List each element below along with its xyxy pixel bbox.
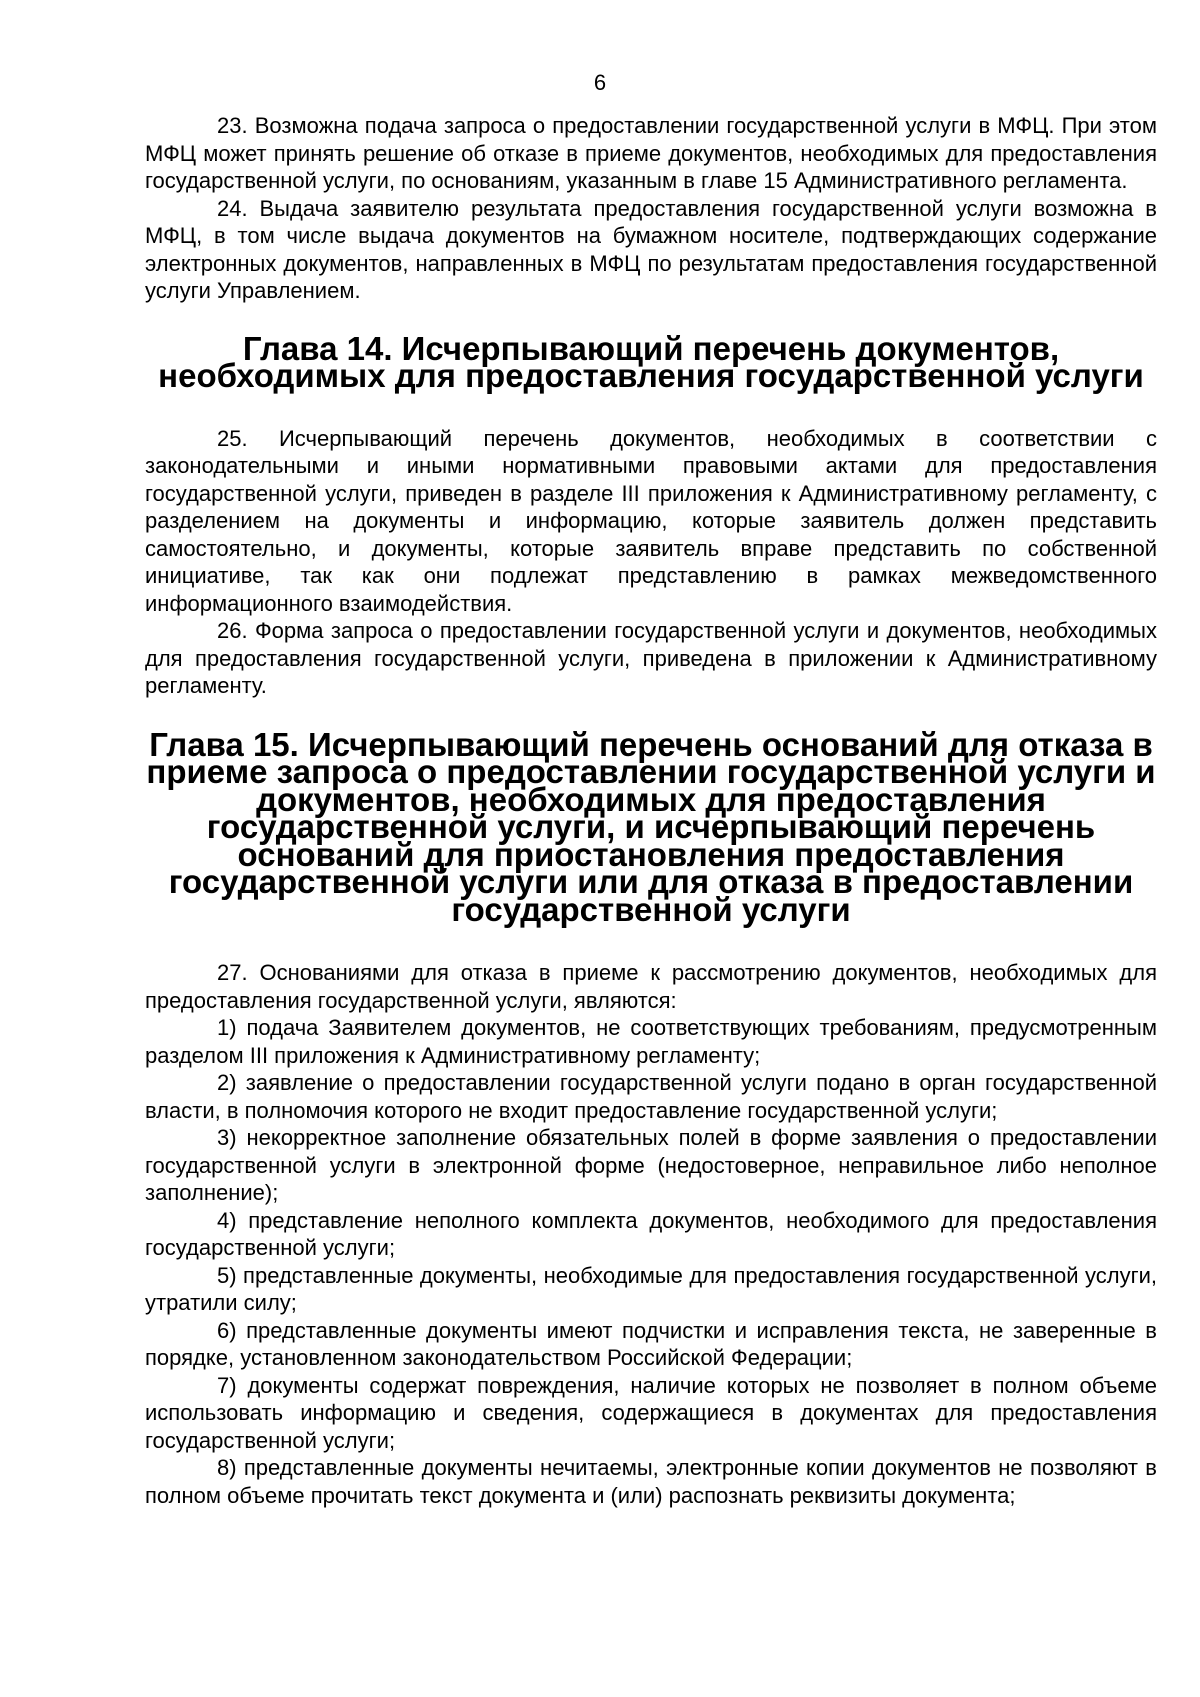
list-item-6: 6) представленные документы имеют подчистки и исправления текста, не заверенные в порядке, установленном законодательством Российской Федерации; bbox=[145, 1317, 1157, 1370]
list-item-8: 8) представленные документы нечитаемы, электронные копии документов не позволяют в полном объеме прочитать текст документа и (или) распознать реквизиты документа; bbox=[145, 1455, 1157, 1508]
list-item-5: 5) представленные документы, необходимые для предоставления государственной услуги, утратили силу; bbox=[145, 1262, 1157, 1315]
document-body bbox=[145, 112, 1157, 1509]
chapter-15-heading: Глава 15. Исчерпывающий перечень оснований для отказа в приеме запроса о предоставлении государственной услуги и документов, необходимых для предоставления государственной услуги, и исчерпывающий перечень оснований для приостановления предоставления государственной услуги или для отказа в предоставлении государственной услуги bbox=[146, 725, 1156, 928]
paragraph-26: 26. Форма запроса о предоставлении государственной услуги и документов, необходимых для предоставления государственной услуги, приведена в приложении к Административному регламенту. bbox=[145, 618, 1157, 698]
paragraph-25: 25. Исчерпывающий перечень документов, необходимых в соответствии с законодательными и иными нормативными правовыми актами для предоставления государственной услуги, приведен в разделе III приложения к Административному регламенту, с разделением на документы и информацию, которые заявитель должен представить самостоятельно, и документы, которые заявитель вправе представить по собственной инициативе, так как они подлежат представлению в рамках межведомственного информационного взаимодействия. bbox=[145, 425, 1157, 616]
paragraph-27: 27. Основаниями для отказа в приеме к рассмотрению документов, необходимых для предоставления государственной услуги, являются: bbox=[145, 960, 1157, 1013]
page-number: 6 bbox=[593, 70, 607, 95]
list-item-3: 3) некорректное заполнение обязательных полей в форме заявления о предоставлении государственной услуги в электронной форме (недостоверное, неправильное либо неполное заполнение); bbox=[145, 1125, 1157, 1205]
list-item-1: 1) подача Заявителем документов, не соответствующих требованиям, предусмотренным разделом III приложения к Административному регламенту; bbox=[145, 1015, 1157, 1068]
paragraph-24: 24. Выдача заявителю результата предоставления государственной услуги возможна в МФЦ, в том числе выдача документов на бумажном носителе, подтверждающих содержание электронных документов, направленных в МФЦ по результатам предоставления государственной услуги Управлением. bbox=[145, 195, 1157, 303]
list-item-7: 7) документы содержат повреждения, наличие которых не позволяет в полном объеме использовать информацию и сведения, содержащиеся в документах для предоставления государственной услуги; bbox=[145, 1372, 1157, 1453]
list-item-4: 4) представление неполного комплекта документов, необходимого для предоставления государственной услуги; bbox=[145, 1207, 1157, 1260]
chapter-14-heading: Глава 14. Исчерпывающий перечень документов, необходимых для предоставления государственной услуги bbox=[158, 329, 1144, 394]
paragraph-23: 23. Возможна подача запроса о предоставлении государственной услуги в МФЦ. При этом МФЦ может принять решение об отказе в приеме документов, необходимых для предоставления государственной услуги, по основаниям, указанным в главе 15 Административного регламента. bbox=[145, 113, 1157, 193]
list-item-2: 2) заявление о предоставлении государственной услуги подано в орган государственной власти, в полномочия которого не входит предоставление государственной услуги; bbox=[145, 1070, 1157, 1123]
